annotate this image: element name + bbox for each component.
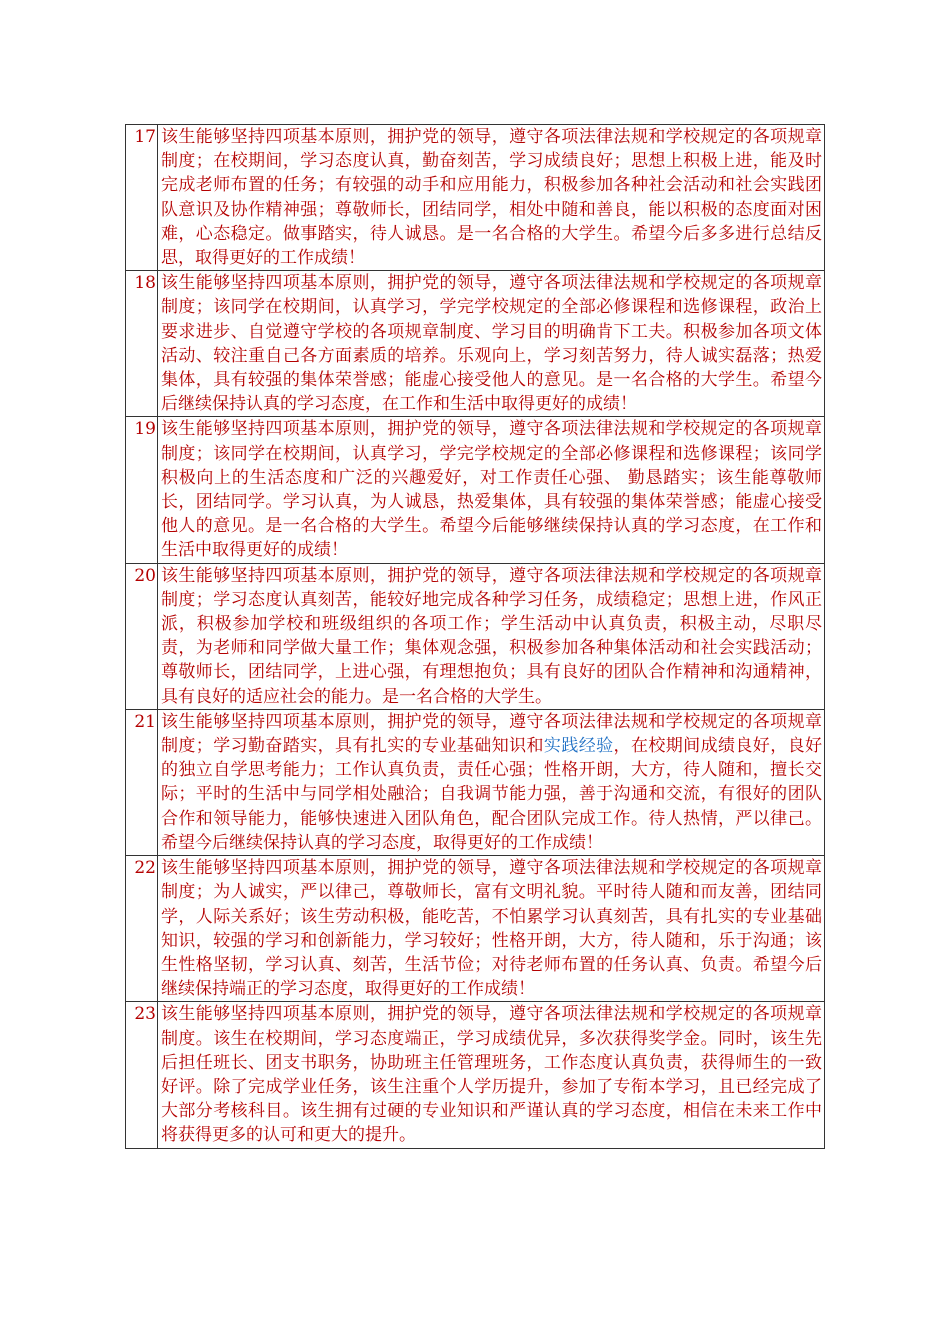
comment-text: 该生能够坚持四项基本原则，拥护党的领导，遵守各项法律法规和学校规定的各项规章制度；学习态度认真刻苦，能较好地完成各种学习任务，成绩稳定；思想上进，作风正派，积极参加学校和班级组织的各项工作；学生活动中认真负责，积极主动，尽职尽责，为老师和同学做大量工作；集体观念强，积极参加各种集体活动和社会实践活动；尊敬师长，团结同学，上进心强，有理想抱负；具有良好的团队合作精神和沟通精神，具有良好的适应社会的能力。是一名合格的大学生。 [158,563,825,709]
row-number: 20 [126,563,158,709]
table-row [126,417,825,563]
row-number: 21 [126,709,158,855]
comment-text: 该生能够坚持四项基本原则，拥护党的领导，遵守各项法律法规和学校规定的各项规章制度；在校期间，学习态度认真，勤奋刻苦，学习成绩良好；思想上积极上进，能及时完成老师布置的任务；有较强的动手和应用能力，积极参加各种社会活动和社会实践团队意识及协作精神强；尊敬师长，团结同学，相处中随和善良，能以积极的态度面对困难，心态稳定。做事踏实，待人诚恳。是一名合格的大学生。希望今后多多进行总结反思，取得更好的工作成绩！ [158,125,825,271]
practice-experience-link[interactable]: 实践经验 [543,736,614,757]
comment-text-part: ，在校期间成绩良好，良好的独立自学思考能力；工作认真负责，责任心强；性格开朗，大方，待人随和，擅长交际；平时的生活中与同学相处融洽；自我调节能力强，善于沟通和交流，有很好的团队合作和领导能力，能够快速进入团队角色，配合团队完成工作。待人热情，严以律己。希望今后继续保持认真的学习态度，取得更好的工作成绩！ [161,736,823,853]
row-number: 18 [126,271,158,417]
comment-text: 该生能够坚持四项基本原则，拥护党的领导，遵守各项法律法规和学校规定的各项规章制度。该生在校期间，学习态度端正，学习成绩优异，多次获得奖学金。同时，该生先后担任班长、团支书职务，协助班主任管理班务，工作态度认真负责，获得师生的一致好评。除了完成学业任务，该生注重个人学历提升，参加了专衔本学习，且已经完成了大部分考核科目。该生拥有过硬的专业知识和严谨认真的学习态度，相信在未来工作中将获得更多的认可和更大的提升。 [158,1002,825,1148]
row-number: 22 [126,856,158,1002]
comment-text-part: 该生能够坚持四项基本原则，拥护党的领导，遵守各项法律法规和学校规定的各项规章制度；学习勤奋踏实，具有扎实的专业基础知识和 [161,711,822,757]
table-row [126,563,825,709]
table-row [126,125,825,271]
comment-text [158,709,825,855]
table-row [126,271,825,417]
comment-text: 该生能够坚持四项基本原则，拥护党的领导，遵守各项法律法规和学校规定的各项规章制度；该同学在校期间，认真学习，学完学校规定的全部必修课程和选修课程，政治上要求进步、自觉遵守学校的各项规章制度、学习目的明确肯下工夫。积极参加各项文体活动、较注重自己各方面素质的培养。乐观向上，学习刻苦努力，待人诚实磊落；热爱集体，具有较强的集体荣誉感；能虚心接受他人的意见。是一名合格的大学生。希望今后继续保持认真的学习态度，在工作和生活中取得更好的成绩！ [158,271,825,417]
student-comments-table [125,124,825,1149]
row-number: 17 [126,125,158,271]
comment-text: 该生能够坚持四项基本原则，拥护党的领导，遵守各项法律法规和学校规定的各项规章制度；该同学在校期间，认真学习，学完学校规定的全部必修课程和选修课程；该同学积极向上的生活态度和广泛的兴趣爱好，对工作责任心强、 勤恳踏实；该生能尊敬师长，团结同学。学习认真，为人诚恳，热爱集体，具有较强的集体荣誉感；能虚心接受他人的意见。是一名合格的大学生。希望今后能够继续保持认真的学习态度，在工作和生活中取得更好的成绩！ [158,417,825,563]
row-number: 23 [126,1002,158,1148]
document-page [125,124,825,1149]
table-row [126,709,825,855]
table-row [126,1002,825,1148]
row-number: 19 [126,417,158,563]
table-row [126,856,825,1002]
comment-text: 该生能够坚持四项基本原则，拥护党的领导，遵守各项法律法规和学校规定的各项规章制度；为人诚实，严以律己，尊敬师长，富有文明礼貌。平时待人随和而友善，团结同学，人际关系好；该生劳动积极，能吃苦，不怕累学习认真刻苦，具有扎实的专业基础知识，较强的学习和创新能力，学习较好；性格开朗，大方，待人随和，乐于沟通；该生性格坚韧，学习认真、刻苦，生活节俭；对待老师布置的任务认真、负责。希望今后继续保持端正的学习态度，取得更好的工作成绩！ [158,856,825,1002]
